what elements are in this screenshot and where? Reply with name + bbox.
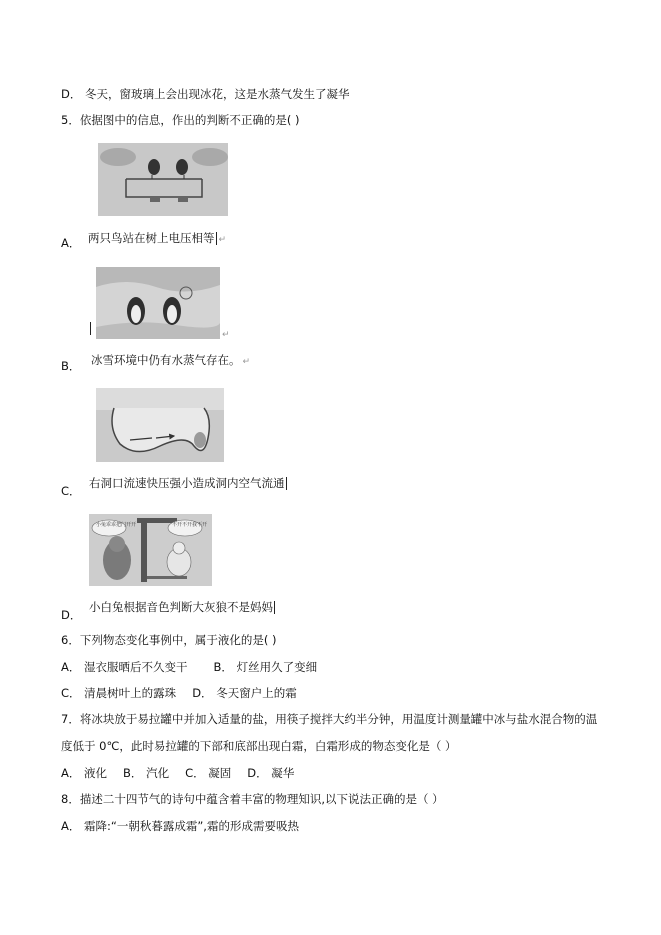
bubble-left-text: 小兔乖乖把门开开 (96, 522, 137, 528)
caption-text: 右洞口流速快压强小造成洞内空气流通 (89, 476, 285, 490)
birds-illustration (98, 143, 228, 216)
q6-stem: 6．下列物态变化事例中，属于液化的是( ) (61, 633, 277, 647)
q5-option-b-letter: B． (61, 359, 81, 373)
q6-options-row1 (61, 659, 317, 675)
q5-option-b-caption (91, 352, 250, 370)
rabbit-wolf-illustration (89, 514, 212, 586)
figure-penguins-snow (96, 267, 220, 339)
paragraph-mark: ↵ (218, 235, 227, 245)
figure-b-cursor (89, 320, 91, 336)
q6-options-row2 (61, 685, 297, 701)
q5-option-d-letter: D． (61, 608, 82, 622)
figure-b-mark (220, 325, 230, 343)
q7-option-a: A． 液化 (61, 766, 108, 780)
text-cursor (286, 477, 287, 490)
q6-option-a: A． 湿衣服晒后不久变干 (61, 660, 188, 674)
caption-text: 冰雪环境中仍有水蒸气存在。 (91, 353, 241, 367)
figure-rabbit-wolf (89, 514, 212, 586)
q7-option-d: D． 凝华 (247, 766, 295, 780)
penguins-illustration (96, 267, 220, 339)
q7-stem-line2: 度低于 0℃，此时易拉罐的下部和底部出现白霜，白霜形成的物态变化是（ ） (61, 739, 457, 753)
q5-option-a-letter: A． (61, 236, 81, 250)
q8-stem: 8．描述二十四节气的诗句中蕴含着丰富的物理知识,以下说法正确的是（ ） (61, 792, 444, 806)
q5-stem: 5．依据图中的信息，作出的判断不正确的是( ) (61, 113, 300, 127)
q4-option-d: D． 冬天，窗玻璃上会出现冰花，这是水蒸气发生了凝华 (61, 87, 350, 101)
q6-option-d: D． 冬天窗户上的霜 (192, 686, 297, 700)
text-cursor (90, 322, 91, 335)
q7-option-b: B． 汽化 (123, 766, 170, 780)
q5-option-c-caption (89, 475, 287, 491)
paragraph-mark: ↵ (242, 357, 251, 367)
q7-stem-line1: 7．将冰块放于易拉罐中并加入适量的盐，用筷子搅拌大约半分钟，用温度计测量罐中冰与盐水混合物的温 (61, 712, 598, 726)
q7-option-c: C． 凝固 (185, 766, 232, 780)
q7-options (61, 765, 294, 781)
paragraph-mark: ↵ (222, 330, 230, 340)
q6-option-c: C． 清晨树叶上的露珠 (61, 686, 177, 700)
caption-text: 小白兔根据音色判断大灰狼不是妈妈 (89, 600, 273, 614)
q5-option-d-caption (89, 599, 275, 615)
q5-option-c-letter: C． (61, 484, 81, 498)
text-cursor (216, 232, 217, 245)
caption-text: 两只鸟站在树上电压相等 (88, 231, 215, 245)
bubble-right-text: 不开不开我不开 (172, 522, 208, 528)
text-cursor (274, 601, 275, 614)
figure-burrow-airflow (96, 388, 224, 462)
burrow-illustration (96, 388, 224, 462)
figure-birds-on-wire (98, 143, 228, 216)
q8-option-a: A． 霜降:“一朝秋暮露成霜”,霜的形成需要吸热 (61, 819, 299, 833)
q5-option-a-caption (88, 230, 226, 248)
q6-option-b: B． 灯丝用久了变细 (213, 660, 318, 674)
